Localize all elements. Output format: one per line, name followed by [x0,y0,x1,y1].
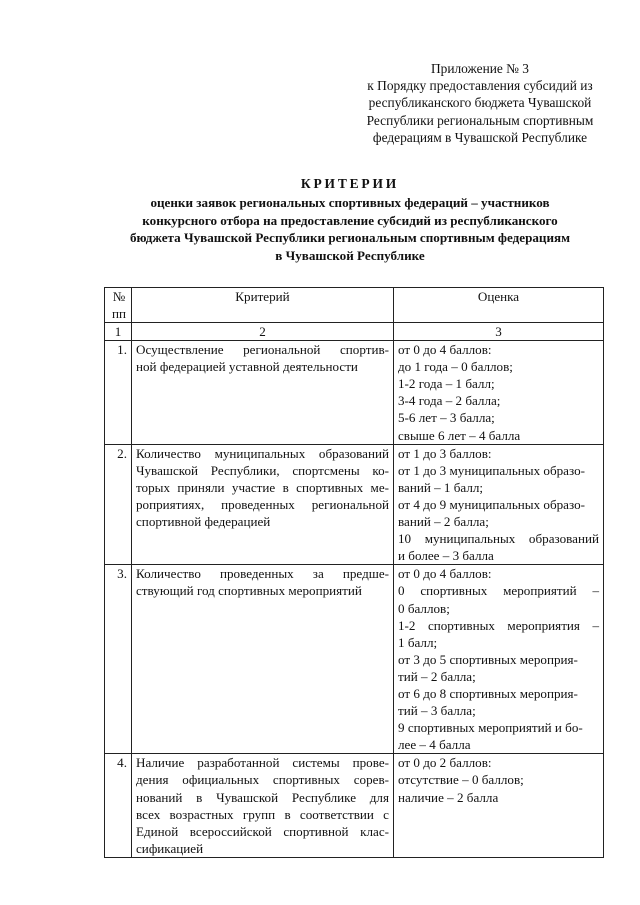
subtitle-line: оценки заявок региональных спортивных федераций – участников [150,195,550,210]
criterion-line: торых приняли участие в спортивных ме- [136,479,389,495]
criterion-line: всех возрастных групп в соответствии с [136,806,389,822]
appendix-line: к Порядку предоставления субсидий из [367,78,593,94]
criterion-line: ствующий год спортивных мероприятий [136,583,362,599]
score-line: тий – 2 балла; [398,668,476,684]
score-line: 1-2 спортивных мероприятия – [398,617,599,633]
score-line: от 0 до 2 баллов: [398,755,492,771]
score-line: от 0 до 4 баллов: [398,342,492,358]
row-number: 3. [105,565,132,754]
score-line: свыше 6 лет – 4 балла [398,427,521,443]
criterion-line: Количество муниципальных образований [136,445,389,461]
criterion-line: Осуществление региональной спортив- [136,342,389,358]
score-line: 1-2 года – 1 балл; [398,376,495,392]
appendix-line: республиканского бюджета Чувашской [368,95,592,111]
row-score [394,341,604,445]
header-criterion: Критерий [132,288,394,323]
score-line: 10 муниципальных образований [398,531,599,547]
row-criterion [132,754,394,858]
score-line: 9 спортивных мероприятий и бо- [398,720,583,736]
document-title: КРИТЕРИИ [300,176,400,191]
index-cell: 3 [394,323,604,341]
table-row [105,444,604,565]
header-number-line1: № [112,289,126,304]
score-line: от 1 до 3 баллов: [398,445,492,461]
criterion-line: Количество проведенных за предше- [136,566,389,582]
document-subtitle [60,194,640,264]
row-number: 2. [105,444,132,565]
score-line: отсутствие – 0 баллов; [398,772,524,788]
score-line: наличие – 2 балла [398,789,499,805]
score-line: от 0 до 4 баллов: [398,566,492,582]
score-line: ваний – 1 балл; [398,479,484,495]
criterion-line: Наличие разработанной системы прове- [136,755,389,771]
row-score [394,754,604,858]
row-criterion [132,444,394,565]
table-header-row [105,288,604,323]
score-line: от 3 до 5 спортивных мероприя- [398,651,578,667]
appendix-line: Приложение № 3 [430,61,530,76]
row-number: 4. [105,754,132,858]
score-line: и более – 3 балла [398,548,494,564]
appendix-line: Республики региональным спортивным [366,112,594,128]
criteria-table [104,287,604,858]
subtitle-line: бюджета Чувашской Республики региональным спортивным федерациям [130,230,570,245]
table-row [105,754,604,858]
score-line: 3-4 года – 2 балла; [398,393,501,409]
appendix-block [350,60,610,146]
criterion-line: ной федерацией уставной деятельности [136,359,358,375]
score-line: тий – 3 балла; [398,703,476,719]
score-line: от 6 до 8 спортивных мероприя- [398,685,578,701]
score-line: от 4 до 9 муниципальных образо- [398,496,585,512]
subtitle-line: в Чувашской Республике [275,247,425,263]
index-cell: 2 [132,323,394,341]
criterion-line: дения официальных спортивных сорев- [136,772,389,788]
row-score [394,444,604,565]
score-line: от 1 до 3 муниципальных образо- [398,462,585,478]
criterion-line: нований в Чувашской Республике для [136,789,389,805]
header-number [105,288,132,323]
criterion-line: роприятиях, проведенных региональной [136,496,389,512]
row-criterion [132,565,394,754]
criterion-line: Чувашской Республики, спортсмены ко- [136,462,389,478]
score-line: до 1 года – 0 баллов; [398,359,513,375]
appendix-line: федерациям в Чувашской Республике [372,129,588,145]
header-number-line2: пп [111,306,126,321]
criterion-line: Единой всероссийской спортивной клас- [136,823,389,839]
criterion-line: спортивной федерацией [136,514,271,530]
row-score [394,565,604,754]
index-cell: 1 [105,323,132,341]
criterion-line: сификацией [136,840,204,856]
score-line: ваний – 2 балла; [398,514,489,530]
score-line: 1 балл; [398,634,438,650]
score-line: 0 спортивных мероприятий – [398,583,599,599]
score-line: 0 баллов; [398,600,450,616]
score-line: лее – 4 балла [398,737,471,753]
header-score: Оценка [394,288,604,323]
subtitle-line: конкурсного отбора на предоставление субсидий из республиканского [142,212,558,228]
table-row [105,341,604,445]
table-index-row [105,323,604,341]
row-criterion [132,341,394,445]
table-row [105,565,604,754]
score-line: 5-6 лет – 3 балла; [398,410,495,426]
row-number: 1. [105,341,132,445]
